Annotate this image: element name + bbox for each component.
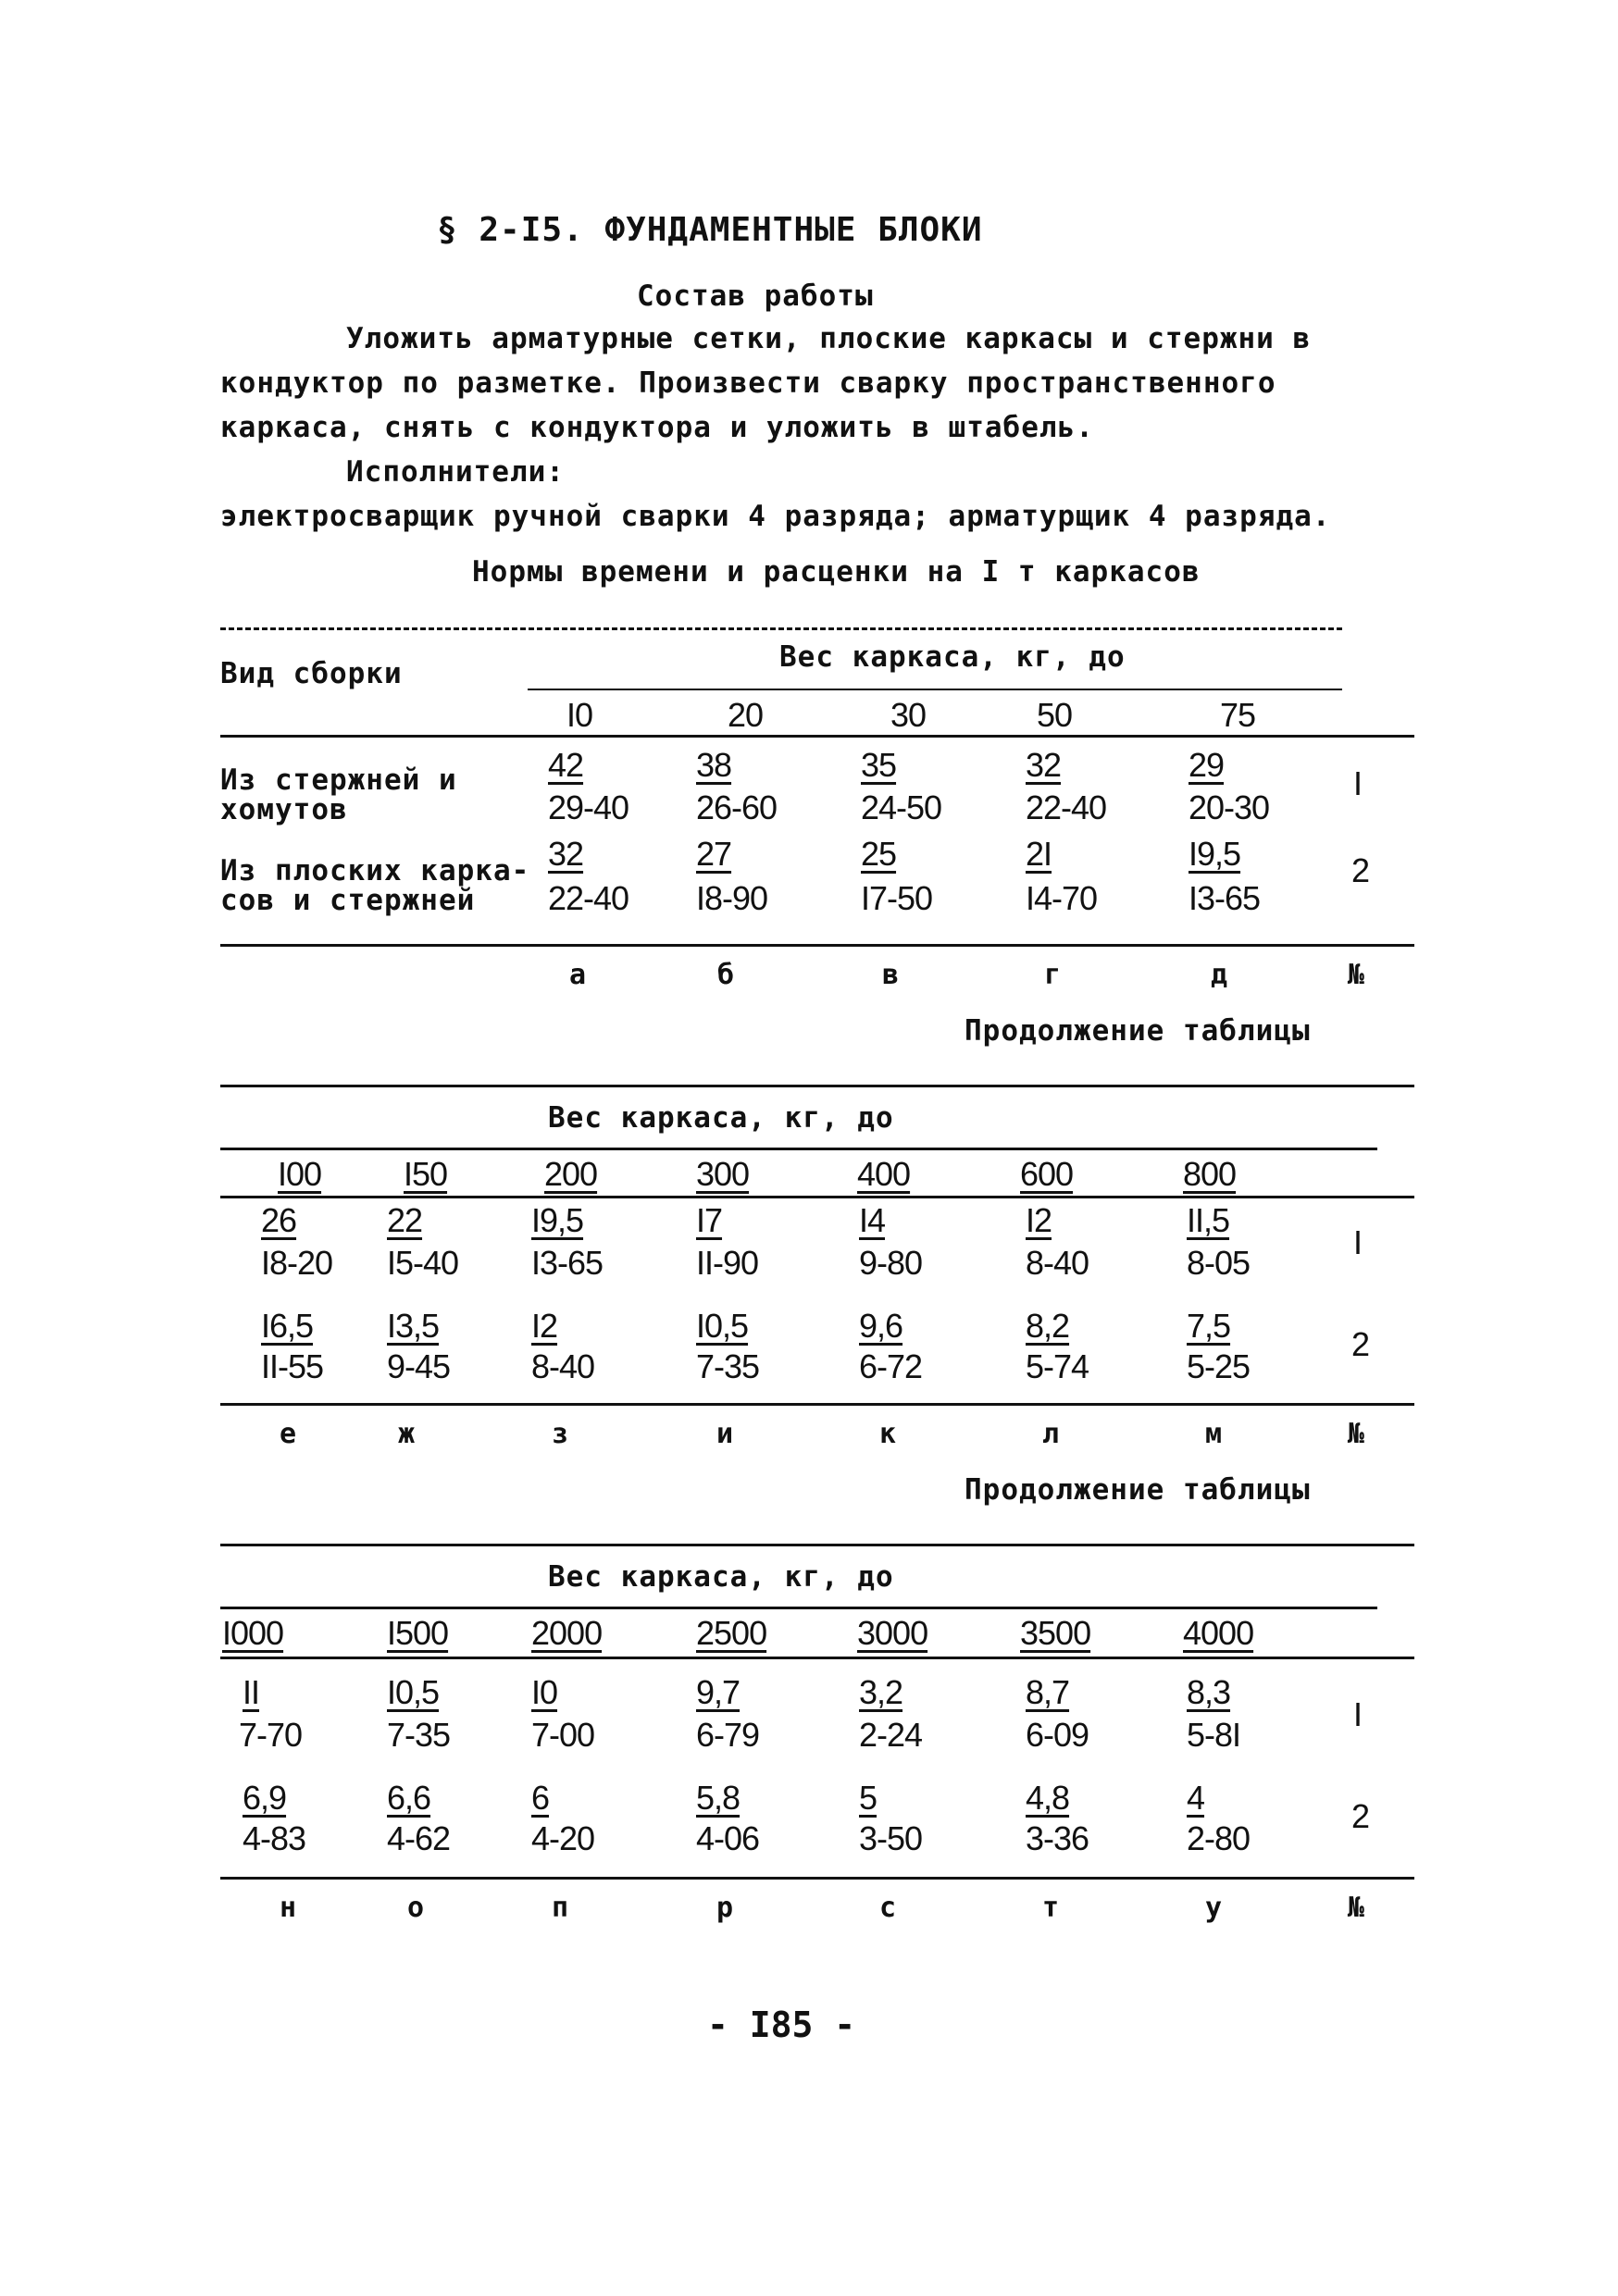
table2-num-sign: №: [1348, 1418, 1365, 1450]
table2-time-norm: I2: [1026, 1201, 1052, 1239]
table1-weight-col: 75: [1220, 696, 1256, 734]
table3-time-norm: 4: [1187, 1779, 1205, 1817]
table1-top-rule: [220, 627, 1342, 630]
table1-weight-rule: [528, 689, 1342, 690]
table2-time-norm: I9,5: [531, 1201, 584, 1239]
table2-column-letter: з: [552, 1418, 569, 1450]
table1-column-letter: д: [1211, 959, 1228, 991]
table2-rate: I8-20: [261, 1244, 333, 1282]
table2-column-letter: и: [716, 1418, 734, 1450]
table1-column-letter: в: [882, 959, 900, 991]
table1-header-rule: [220, 735, 1414, 738]
table3-time-norm: 8,7: [1026, 1673, 1070, 1711]
table1-rate: I4-70: [1026, 879, 1098, 917]
table2-time-norm: I3,5: [387, 1307, 440, 1345]
table2-rate: II-55: [261, 1347, 324, 1385]
table2-weight-header: Вес каркаса, кг, до: [548, 1101, 894, 1135]
table3-row-number: 2: [1351, 1797, 1370, 1835]
table3-column-letter: о: [407, 1892, 425, 1924]
table1-column-letter: а: [569, 959, 587, 991]
table3-weight-col: I500: [387, 1614, 449, 1652]
table1-rate: 26-60: [696, 788, 778, 826]
table3-rate: 7-35: [387, 1716, 451, 1754]
table3-top-rule: [220, 1544, 1414, 1546]
table2-weight-rule: [220, 1148, 1377, 1150]
table3-column-letter: у: [1205, 1892, 1223, 1924]
table3-rate: 3-36: [1026, 1819, 1089, 1857]
table2-rate: 6-72: [859, 1347, 923, 1385]
table3-rate: 2-80: [1187, 1819, 1251, 1857]
table2-time-norm: I0,5: [696, 1307, 749, 1345]
table1-num-sign: №: [1348, 959, 1365, 991]
table2-rate: II-90: [696, 1244, 759, 1282]
table3-weight-col: 2500: [696, 1614, 767, 1652]
table2-time-norm: II,5: [1187, 1201, 1230, 1239]
table1-column-letter: г: [1044, 959, 1062, 991]
table2-rate: 5-25: [1187, 1347, 1251, 1385]
table3-weight-col: 4000: [1183, 1614, 1254, 1652]
table3-rate: 4-62: [387, 1819, 451, 1857]
table2-row-number: 2: [1351, 1325, 1370, 1363]
table2-rate: 5-74: [1026, 1347, 1089, 1385]
continuation-label-2: Продолжение таблицы: [965, 1473, 1311, 1507]
table2-time-norm: I4: [859, 1201, 886, 1239]
continuation-label-1: Продолжение таблицы: [965, 1014, 1311, 1048]
table2-column-letter: е: [280, 1418, 297, 1450]
table2-weight-col: I00: [278, 1155, 322, 1193]
table3-time-norm: I0: [531, 1673, 558, 1711]
table1-time-norm: 2I: [1026, 835, 1052, 873]
table2-weight-col: 300: [696, 1155, 750, 1193]
table2-rate: 8-05: [1187, 1244, 1251, 1282]
table3-weight-rule: [220, 1607, 1377, 1609]
work-line-1: Уложить арматурные сетки, плоские каркасы и стержни в: [346, 322, 1312, 355]
table3-rate: 4-20: [531, 1819, 595, 1857]
table3-bottom-rule: [220, 1877, 1414, 1880]
table2-time-norm: 9,6: [859, 1307, 903, 1345]
table2-top-rule: [220, 1085, 1414, 1087]
table2-column-letter: м: [1205, 1418, 1223, 1450]
table1-time-norm: 29: [1189, 746, 1225, 784]
table2-rate: 9-45: [387, 1347, 451, 1385]
table1-rate: I8-90: [696, 879, 768, 917]
table3-column-letter: р: [716, 1892, 734, 1924]
table1-weight-col: 30: [890, 696, 927, 734]
table3-rate: 7-70: [239, 1716, 303, 1754]
table2-time-norm: 7,5: [1187, 1307, 1231, 1345]
table2-rate: 9-80: [859, 1244, 923, 1282]
table1-row2-label-line1: Из плоских карка-: [220, 854, 530, 887]
table3-rate: 2-24: [859, 1716, 923, 1754]
table3-row-number: I: [1353, 1695, 1363, 1733]
table3-column-letter: с: [879, 1892, 897, 1924]
table2-weight-col: 600: [1020, 1155, 1074, 1193]
table3-time-norm: 5,8: [696, 1779, 741, 1817]
table1-stub-header: Вид сборки: [220, 657, 403, 690]
table1-time-norm: I9,5: [1189, 835, 1241, 873]
performers-heading: Исполнители:: [346, 455, 565, 489]
table2-column-letter: л: [1042, 1418, 1060, 1450]
table2-rate: 8-40: [1026, 1244, 1089, 1282]
table3-time-norm: 4,8: [1026, 1779, 1070, 1817]
table1-time-norm: 35: [861, 746, 897, 784]
table1-row1-label-line1: Из стержней и: [220, 763, 457, 797]
table1-time-norm: 38: [696, 746, 732, 784]
table1-time-norm: 32: [1026, 746, 1062, 784]
table2-weight-col: 200: [544, 1155, 598, 1193]
table2-rate: 7-35: [696, 1347, 760, 1385]
table3-column-letter: п: [552, 1892, 569, 1924]
table3-rate: 3-50: [859, 1819, 923, 1857]
table2-time-norm: 26: [261, 1201, 297, 1239]
table3-column-letter: т: [1042, 1892, 1060, 1924]
work-heading: Состав работы: [637, 279, 874, 313]
norms-title: Нормы времени и расценки на I т каркасов: [472, 555, 1201, 589]
table3-rate: 6-09: [1026, 1716, 1089, 1754]
table1-rate: I3-65: [1189, 879, 1261, 917]
table2-weight-col: 400: [857, 1155, 911, 1193]
table1-rate: 22-40: [1026, 788, 1107, 826]
table1-row2-label-line2: сов и стержней: [220, 884, 476, 917]
table2-weight-col: 800: [1183, 1155, 1237, 1193]
table1-row-number: I: [1353, 764, 1363, 802]
table1-weight-col: 20: [728, 696, 764, 734]
table2-column-letter: к: [879, 1418, 897, 1450]
table1-weight-header: Вес каркаса, кг, до: [779, 640, 1126, 674]
table3-rate: 7-00: [531, 1716, 595, 1754]
table2-row-number: I: [1353, 1223, 1363, 1261]
table2-time-norm: I7: [696, 1201, 723, 1239]
table2-bottom-rule: [220, 1403, 1414, 1406]
table3-num-sign: №: [1348, 1892, 1365, 1924]
table3-time-norm: 5: [859, 1779, 877, 1817]
table3-rate: 6-79: [696, 1716, 760, 1754]
work-line-2: кондуктор по разметке. Произвести сварку пространственного: [220, 366, 1276, 400]
table3-weight-col: 3000: [857, 1614, 928, 1652]
table2-rate: 8-40: [531, 1347, 595, 1385]
table1-rate: I7-50: [861, 879, 933, 917]
table3-time-norm: I0,5: [387, 1673, 440, 1711]
table2-rate: I5-40: [387, 1244, 459, 1282]
table3-weight-header: Вес каркаса, кг, до: [548, 1560, 894, 1594]
table1-rate: 29-40: [548, 788, 629, 826]
table1-row-number: 2: [1351, 851, 1370, 889]
page-number: - I85 -: [707, 2004, 856, 2045]
table3-time-norm: 6: [531, 1779, 550, 1817]
table2-time-norm: 8,2: [1026, 1307, 1070, 1345]
table3-column-letter: н: [280, 1892, 297, 1924]
table2-header-rule: [220, 1196, 1414, 1198]
table1-column-letter: б: [717, 959, 735, 991]
table3-time-norm: 3,2: [859, 1673, 903, 1711]
table3-time-norm: II: [243, 1673, 260, 1711]
table1-bottom-rule: [220, 944, 1414, 947]
table1-rate: 24-50: [861, 788, 942, 826]
table3-weight-col: 2000: [531, 1614, 603, 1652]
table3-time-norm: 6,6: [387, 1779, 431, 1817]
table1-weight-col: I0: [566, 696, 593, 734]
table3-time-norm: 9,7: [696, 1673, 741, 1711]
table1-time-norm: 25: [861, 835, 897, 873]
performers-text: электросварщик ручной сварки 4 разряда; арматурщик 4 разряда.: [220, 500, 1331, 533]
table1-weight-col: 50: [1037, 696, 1073, 734]
table2-time-norm: I6,5: [261, 1307, 314, 1345]
table2-time-norm: I2: [531, 1307, 558, 1345]
table2-column-letter: ж: [398, 1418, 416, 1450]
table1-rate: 20-30: [1189, 788, 1270, 826]
table3-rate: 4-83: [243, 1819, 306, 1857]
table3-rate: 5-8I: [1187, 1716, 1241, 1754]
table1-rate: 22-40: [548, 879, 629, 917]
table2-weight-col: I50: [404, 1155, 448, 1193]
table1-time-norm: 27: [696, 835, 732, 873]
table3-time-norm: 8,3: [1187, 1673, 1231, 1711]
table1-time-norm: 42: [548, 746, 584, 784]
table3-rate: 4-06: [696, 1819, 760, 1857]
table2-time-norm: 22: [387, 1201, 423, 1239]
work-line-3: каркаса, снять с кондуктора и уложить в штабель.: [220, 411, 1094, 444]
table3-weight-col: I000: [222, 1614, 284, 1652]
section-title: § 2-I5. ФУНДАМЕНТНЫЕ БЛОКИ: [437, 211, 983, 249]
table3-header-rule: [220, 1657, 1414, 1659]
table3-time-norm: 6,9: [243, 1779, 287, 1817]
table1-time-norm: 32: [548, 835, 584, 873]
table1-row1-label-line2: хомутов: [220, 793, 348, 826]
table2-rate: I3-65: [531, 1244, 604, 1282]
table3-weight-col: 3500: [1020, 1614, 1091, 1652]
